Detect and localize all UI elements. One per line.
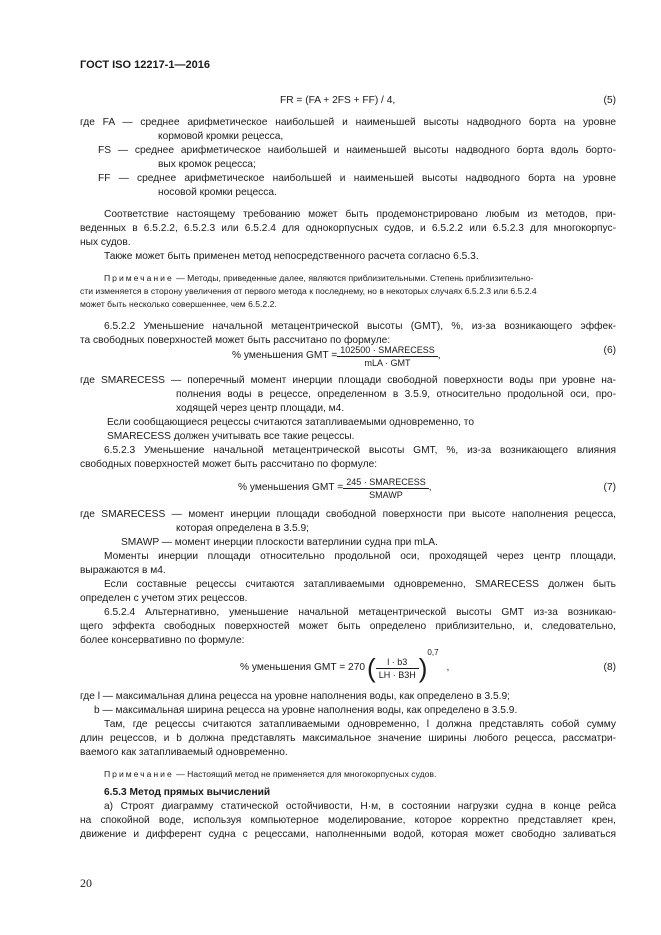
section-6524-line3: более консервативно по формуле: [80, 635, 245, 646]
paragraph-line: Там, где рецессы считаются затапливаемыми одновременно, l должна представлять собой сумму [104, 719, 616, 730]
right-paren: ) [418, 653, 428, 683]
equation-7-denominator: SMAWP [369, 489, 403, 500]
equation-7-fraction [343, 476, 429, 501]
definition-fs-line2: вых кромок рецесса; [158, 159, 256, 170]
section-6524-line2: щего эффекта свободных поверхностей может быть определено приблизительно, и, следовательно, [80, 621, 616, 632]
equation-7-number: (7) [603, 482, 616, 493]
equation-8-denominator: LH · B3H [378, 669, 416, 680]
note-1-line2: сти изменяется в сторону увеличения от первого метода к последнему, но в некоторых случаях 6.5.2.3 или 6.5.2.4 [80, 286, 537, 296]
note-1-line3: может быть несколько совершеннее, чем 6.5.2.2. [80, 299, 277, 309]
paragraph-line: веденных в 6.5.2.2, 6.5.2.3 или 6.5.2.4 для однокорпусных судов, и 6.5.2.2 или 6.5.2.3 для многокорпус- [80, 223, 616, 234]
equation-6-number: (6) [603, 345, 616, 356]
equation-6-fraction [337, 344, 438, 369]
equation-5: FR = (FA + 2FS + FF) / 4, [280, 95, 396, 106]
equation-8-fraction [376, 656, 419, 681]
note-2: Примечание — Настоящий метод не применяется для многокорпусных судов. [104, 769, 437, 779]
definition-sma-line2: полнения воды в рецессе, определенном в 3.5.9, относительно продольной оси, про- [176, 389, 616, 400]
definition-sma-line5: SMARECESS должен учитывать все такие рецессы. [107, 431, 355, 442]
paragraph-line: выражаются в м4. [80, 565, 166, 576]
section-6522-line2: та свободных поверхностей может быть рассчитано по формуле: [80, 335, 391, 346]
section-6523-line2: свободных поверхностей может быть рассчитано по формуле: [80, 459, 378, 470]
definition-fa-line2: кормовой кромки рецесса, [158, 131, 284, 142]
equation-8-exponent: 0,7 [427, 648, 439, 657]
paragraph-line: Также может быть применен метод непосредственного расчета согласно 6.5.3. [104, 251, 479, 262]
paragraph-line: определен с учетом этих рецессов. [80, 593, 248, 604]
note-label: Примечание [104, 769, 174, 779]
paragraph-line: ных судов. [80, 237, 131, 248]
equation-5-number: (5) [603, 95, 616, 106]
equation-6: % уменьшения GMT = $\frac{\text{102500 · SMARECESS}}{\text{mLA · GMT}}$ , [232, 344, 441, 368]
definition-l: где l — максимальная длина рецесса на уровне наполнения воды, как определено в 3.5.9; [80, 691, 510, 702]
paragraph-line: ваемого как затапливаемый одновременно. [80, 747, 288, 758]
paragraph-line: длин рецессов, и b должна представлять максимальное значение ширины любого рецесса, рассматри- [80, 733, 616, 744]
page-number: 20 [80, 876, 92, 890]
definition-smawp: SMAWP — момент инерции плоскости ватерлинии судна при mLA. [121, 537, 438, 548]
note-label: Примечание [104, 273, 174, 283]
definition-fs-line1: FS — среднее арифметическое наибольшей и наименьшей высоты надводного борта вдоль борто- [98, 145, 616, 156]
equation-7: % уменьшения GMT = $\frac{\text{245 · SMARECESS}}{\text{SMAWP}}$ , [238, 476, 432, 500]
note-1-line1: Примечание — Методы, приведенные далее, являются приблизительными. Степень приблизительно- [104, 273, 534, 283]
definition-sma7-line1: где SMARECESS — момент инерции площади свободной поверхности при высоте наполнения рецесса, [80, 509, 616, 520]
definition-b: b — максимальная ширина рецесса на уровне наполнения воды, как определено в 3.5.9. [94, 705, 518, 716]
paragraph-line: Моменты инерции площади относительно продольной оси, проходящей через центр площади, [104, 551, 616, 562]
section-6524-line1: 6.5.2.4 Альтернативно, уменьшение начальной метацентрической высоты GMT из-за возникаю- [104, 607, 616, 618]
equation-7-numerator: 245 · SMARECESS [343, 476, 429, 489]
section-6522-line1: 6.5.2.2 Уменьшение начальной метацентрической высоты (GMT), %, из-за возникающего эффек- [104, 321, 616, 332]
equation-8-lhs: % уменьшения GMT = 270 [240, 661, 366, 673]
definition-ff-line2: носовой кромки рецесса. [158, 187, 277, 198]
definition-sma-line3: ходящей через центр площади, м4. [176, 403, 345, 414]
equation-8: % уменьшения GMT = 270 ( $\frac{l \cdot b3}{LH \cdot B3H}$ ) 0,7 , [240, 648, 450, 683]
equation-6-denominator: mLA · GMT [364, 357, 411, 368]
section-653-line3: движение и дифферент судна с рецессами, наполненными водой, которая может свободно заливаться [80, 829, 616, 840]
section-653-line2: на спокойной воде, используя компьютерное моделирование, которое корректно представляет крен, [80, 815, 616, 826]
definition-ff-line1: FF — среднее арифметическое наибольшей и наименьшей высоты надводного борта на уровне [98, 173, 616, 184]
equation-8-number: (8) [603, 662, 616, 673]
document-header: ГОСТ ISO 12217-1—2016 [80, 59, 210, 71]
paragraph-line: Если составные рецессы считаются затапливаемыми одновременно, SMARECESS должен быть [104, 579, 616, 590]
definition-sma-line1: где SMARECESS — поперечный момент инерции площади свободной поверхности воды при уровне на- [80, 375, 616, 386]
equation-8-numerator: l · b3 [376, 656, 419, 669]
paragraph-line: Соответствие настоящему требованию может быть продемонстрировано любым из методов, при- [104, 209, 616, 220]
left-paren: ( [367, 653, 376, 683]
definition-fa-line1: где FA — среднее арифметическое наибольшей и наименьшей высоты надводного борта на уровне [80, 117, 616, 128]
equation-6-numerator: 102500 · SMARECESS [337, 344, 438, 357]
equation-7-lhs: % уменьшения GMT = [238, 481, 344, 493]
section-653-line1: а) Строят диаграмму статической остойчивости, Н·м, в состоянии нагрузки судна в конце рейса [104, 801, 616, 812]
equation-6-lhs: % уменьшения GMT = [232, 349, 338, 361]
definition-sma7-line2: которая определена в 3.5.9; [176, 523, 309, 534]
definition-sma-line4: Если сообщающиеся рецессы считаются затапливаемыми одновременно, то [107, 417, 474, 428]
section-6523-line1: 6.5.2.3 Уменьшение начальной метацентрической высоты GMT, %, из-за возникающего влияния [104, 445, 616, 456]
section-653-title: 6.5.3 Метод прямых вычислений [104, 787, 271, 798]
